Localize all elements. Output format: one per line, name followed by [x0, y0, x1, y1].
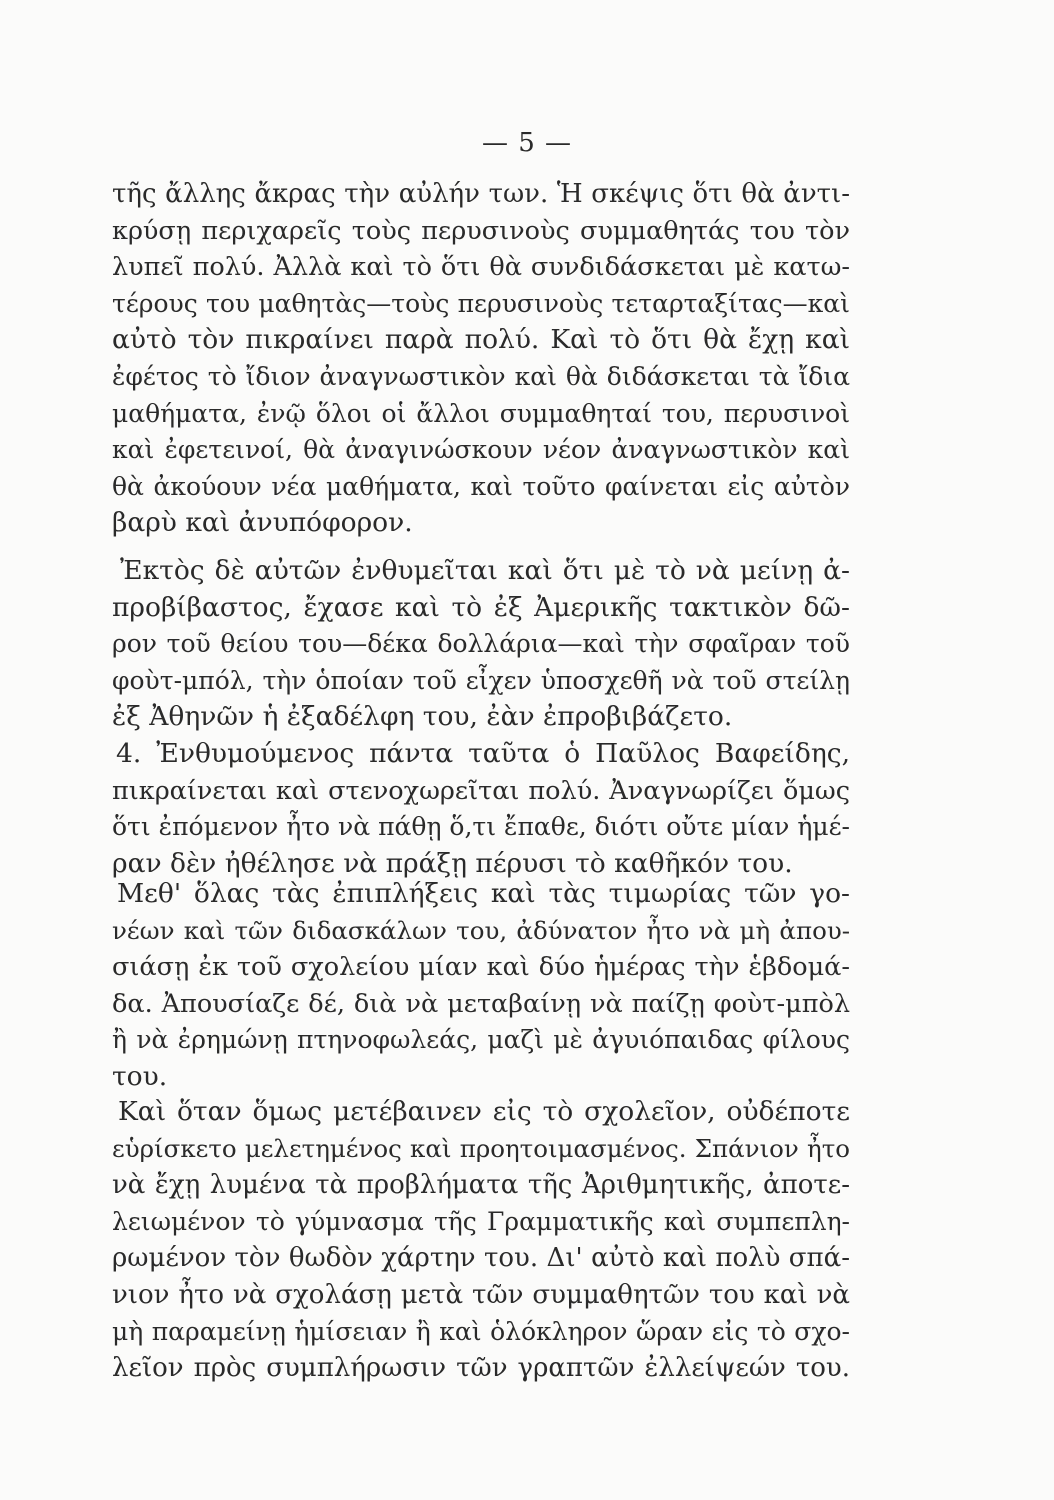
text-line: ἐφέτος τὸ ἴδιον ἀναγνωστικὸν καὶ θὰ διδάσκεται τὰ ἴδια	[112, 361, 850, 391]
text-line: μαθήματα, ἐνῷ ὅλοι οἱ ἄλλοι συμμαθηταί του, περυσινοὶ	[112, 398, 850, 428]
text-line: ρον τοῦ θείου του—δέκα δολλάρια—καὶ τὴν σφαῖραν τοῦ	[112, 629, 850, 659]
paragraph-4	[112, 876, 850, 1096]
text-line: λεῖον πρὸς συμπλήρωσιν τῶν γραπτῶν ἐλλείψεών του.	[112, 1353, 850, 1384]
text-line: δα. Ἀπουσίαζε δέ, διὰ νὰ μεταβαίνῃ νὰ παίζῃ φοὺτ-μπὸλ	[112, 988, 850, 1019]
text-line: αὐτὸ τὸν πικραίνει παρὰ πολύ. Καὶ τὸ ὅτι θὰ ἔχῃ καὶ	[112, 324, 850, 356]
text-line: λυπεῖ πολύ. Ἀλλὰ καὶ τὸ ὅτι θὰ συνδιδάσκεται μὲ κατω-	[112, 252, 850, 283]
text-line: νὰ ἔχῃ λυμένα τὰ προβλήματα τῆς Ἀριθμητικῆς, ἀποτε-	[112, 1170, 850, 1201]
text-line: ρωμένον τὸν θωδὸν χάρτην του. Δι' αὐτὸ καὶ πολὺ σπά-	[112, 1243, 850, 1274]
paragraph-3	[112, 736, 850, 882]
text-line: κρύσῃ περιχαρεῖς τοὺς περυσινοὺς συμμαθητάς του τὸν	[112, 215, 850, 246]
paragraph-2	[112, 553, 850, 736]
text-line: ραν δὲν ἠθέλησε νὰ πράξῃ πέρυσι τὸ καθῆκόν του.	[112, 847, 793, 879]
text-line: λειωμένον τὸ γύμνασμα τῆς Γραμματικῆς καὶ συμπεπλη-	[112, 1206, 850, 1236]
text-line: ἢ νὰ ἐρημώνῃ πτηνοφωλεάς, μαζὶ μὲ ἀγυιόπαιδας φίλους	[112, 1025, 850, 1055]
text-line: φοὺτ-μπόλ, τὴν ὁποίαν τοῦ εἶχεν ὑποσχεθῆ νὰ τοῦ στείλῃ	[112, 665, 850, 695]
text-line: πικραίνεται καὶ στενοχωρεῖται πολύ. Ἀναγνωρίζει ὅμως	[112, 775, 850, 806]
paragraph-1	[112, 176, 850, 542]
page-number: — 5 —	[481, 128, 573, 158]
text-line: εὑρίσκετο μελετημένος καὶ προητοιμασμένος. Σπάνιον ἦτο	[112, 1133, 850, 1163]
text-line: νέων καὶ τῶν διδασκάλων του, ἀδύνατον ἦτο νὰ μὴ ἀπου-	[112, 915, 850, 945]
paragraph-5	[112, 1094, 850, 1387]
text-line: του.	[112, 1060, 168, 1092]
text-line: σιάσῃ ἐκ τοῦ σχολείου μίαν καὶ δύο ἡμέρας τὴν ἑβδομά-	[112, 952, 850, 983]
text-line: προβίβαστος, ἔχασε καὶ τὸ ἐξ Ἀμερικῆς τακτικὸν δῶ-	[112, 591, 850, 623]
text-line: ἐξ Ἀθηνῶν ἡ ἐξαδέλφη του, ἐὰν ἐπροβιβάζετο.	[112, 701, 733, 733]
text-line: μὴ παραμείνῃ ἡμίσειαν ἢ καὶ ὁλόκληρον ὥραν εἰς τὸ σχο-	[112, 1316, 850, 1346]
text-line: τῆς ἄλλης ἄκρας τὴν αὐλήν των. Ἡ σκέψις ὅτι θὰ ἀντι-	[112, 179, 850, 209]
text-line: Καὶ ὅταν ὅμως μετέβαινεν εἰς τὸ σχολεῖον, οὐδέποτε	[118, 1096, 850, 1127]
text-line: βαρὺ καὶ ἀνυπόφορον.	[112, 507, 413, 539]
text-line: νιον ἦτο νὰ σχολάσῃ μετὰ τῶν συμμαθητῶν του καὶ νὰ	[112, 1279, 850, 1310]
text-line: καὶ ἐφετεινοί, θὰ ἀναγινώσκουν νέον ἀναγνωστικὸν καὶ	[112, 435, 850, 465]
text-line: ὅτι ἐπόμενον ἦτο νὰ πάθῃ ὅ,τι ἔπαθε, διότι οὔτε μίαν ἡμέ-	[112, 812, 850, 842]
text-line: Ἐκτὸς δὲ αὐτῶν ἐνθυμεῖται καὶ ὅτι μὲ τὸ νὰ μείνῃ ἀ-	[120, 555, 850, 586]
text-line: 4. Ἐνθυμούμενος πάντα ταῦτα ὁ Παῦλος Βαφείδης,	[116, 738, 850, 769]
text-line: Μεθ' ὅλας τὰς ἐπιπλήξεις καὶ τὰς τιμωρίας τῶν γο-	[117, 878, 850, 909]
text-line: τέρους του μαθητὰς—τοὺς περυσινοὺς τεταρταξίτας—καὶ	[112, 288, 850, 318]
text-line: θὰ ἀκούουν νέα μαθήματα, καὶ τοῦτο φαίνεται εἰς αὐτὸν	[112, 471, 850, 501]
